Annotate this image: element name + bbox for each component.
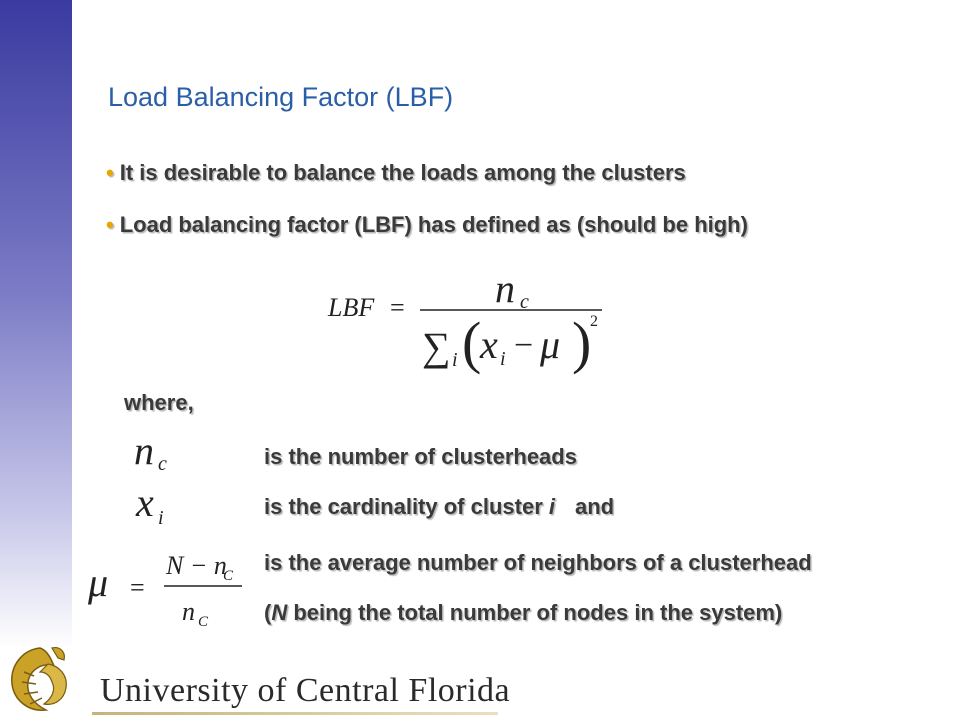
formula-sum-sub: i xyxy=(452,349,458,371)
formula-numerator: n xyxy=(495,268,515,311)
formula-open-paren: ( xyxy=(462,310,482,375)
university-name: University of Central Florida xyxy=(100,672,511,709)
pegasus-icon xyxy=(4,642,84,716)
svg-text:i: i xyxy=(158,507,164,528)
formula-equals: = xyxy=(390,293,405,322)
def-cardinality: is the cardinality of cluster i and xyxy=(264,494,615,519)
mu-denominator: n xyxy=(182,597,195,626)
bullet-item-2 xyxy=(106,212,748,238)
formula-mu: μ xyxy=(540,322,561,367)
svg-text:c: c xyxy=(158,453,167,475)
formula-minus: − xyxy=(514,327,534,364)
mu-lhs: μ xyxy=(88,560,109,605)
xi-symbol xyxy=(134,482,184,528)
bullet-icon: • xyxy=(106,212,114,237)
mu-description: is the average number of neighbors of a clusterhead xyxy=(264,550,812,575)
bullet-text: It is desirable to balance the loads among the clusters xyxy=(119,160,686,185)
formula-x: x xyxy=(480,322,498,367)
bullet-icon: • xyxy=(106,160,114,185)
formula-sum: ∑ xyxy=(422,324,451,369)
mu-numerator-sub: C xyxy=(223,568,234,584)
def-clusterheads: is the number of clusterheads xyxy=(264,444,577,469)
mu-denominator-sub: C xyxy=(198,614,209,630)
bullet-text: Load balancing factor (LBF) has defined as (should be high) xyxy=(119,212,748,237)
nc-symbol xyxy=(132,430,192,476)
formula-close-paren: ) xyxy=(572,310,592,375)
svg-text:n: n xyxy=(134,430,154,473)
slide-title: Load Balancing Factor (LBF) xyxy=(108,82,454,112)
sidebar-gradient-bar xyxy=(0,0,72,648)
formula-lhs: LBF xyxy=(328,293,375,322)
where-label: where, xyxy=(124,390,194,415)
footer-divider xyxy=(92,712,498,715)
formula-exponent: 2 xyxy=(590,313,598,330)
mu-numerator: N − n xyxy=(166,551,227,580)
svg-text:x: x xyxy=(136,482,154,525)
formula-x-sub: i xyxy=(500,348,506,370)
formula-numerator-sub: c xyxy=(520,291,529,313)
mu-equals: = xyxy=(130,573,145,602)
bullet-item-1 xyxy=(106,160,686,186)
lbf-formula xyxy=(320,268,620,378)
mu-note: (N being the total number of nodes in the system) xyxy=(264,600,783,625)
mu-formula xyxy=(86,540,256,640)
